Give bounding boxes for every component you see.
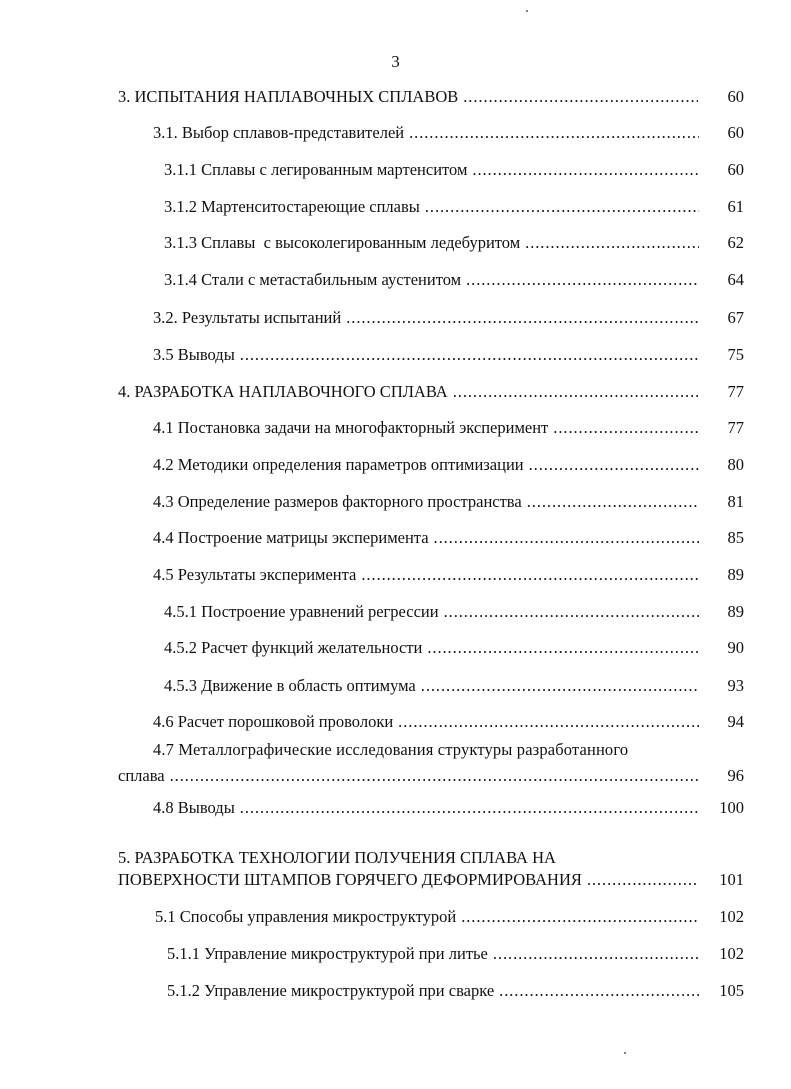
dot-leader — [463, 85, 698, 109]
toc-entry-label: 4.5.1 Построение уравнений регрессии — [164, 602, 439, 621]
toc-entry-page: 90 — [727, 638, 744, 657]
toc-entry[interactable] — [0, 343, 791, 367]
toc-entry[interactable] — [0, 764, 791, 788]
toc-entry-page: 77 — [727, 382, 744, 401]
toc-entry-label: 4.5 Результаты эксперимента — [153, 565, 357, 584]
dot-leader — [553, 416, 699, 440]
toc-entry-page: 61 — [727, 197, 744, 216]
page-number: 3 — [391, 52, 400, 71]
toc-entry[interactable] — [0, 942, 791, 966]
toc-entry[interactable] — [0, 380, 791, 404]
toc-entry-page: 85 — [727, 528, 744, 547]
toc-entry[interactable] — [0, 453, 791, 477]
dot-leader — [398, 710, 699, 734]
dot-leader — [527, 490, 699, 514]
toc-entry[interactable] — [0, 600, 791, 624]
dot-leader — [434, 526, 699, 550]
scan-speck — [624, 1052, 626, 1054]
toc-entry-page: 62 — [727, 233, 744, 252]
toc-entry-label: 4.6 Расчет порошковой проволоки — [153, 712, 394, 731]
toc-entry[interactable] — [0, 905, 791, 929]
toc-entry-label: сплава — [118, 766, 165, 785]
toc-entry[interactable] — [0, 158, 791, 182]
dot-leader — [525, 231, 699, 255]
toc-entry-page: 60 — [727, 160, 744, 179]
dot-leader — [425, 195, 699, 219]
toc-entry[interactable] — [0, 563, 791, 587]
dot-leader — [346, 306, 699, 330]
toc-entry[interactable] — [0, 526, 791, 550]
dot-leader — [361, 563, 699, 587]
dot-leader — [427, 636, 699, 660]
toc-entry[interactable] — [0, 121, 791, 145]
dot-leader — [240, 796, 699, 820]
dot-leader — [472, 158, 699, 182]
toc-entry[interactable] — [0, 268, 791, 292]
toc-entry-page: 67 — [727, 308, 744, 327]
toc-entry-page: 77 — [727, 418, 744, 437]
toc-entry-label: 3.1.3 Сплавы с высоколегированным ледебуритом — [164, 233, 521, 252]
toc-entry-label: 4.2 Методики определения параметров оптимизации — [153, 455, 524, 474]
dot-leader — [461, 905, 699, 929]
toc-entry-label: 3.1.2 Мартенситостареющие сплавы — [164, 197, 420, 216]
dot-leader — [240, 343, 699, 367]
toc-entry[interactable] — [0, 85, 791, 109]
toc-entry-label: 3.2. Результаты испытаний — [153, 308, 342, 327]
toc-entry-page: 60 — [727, 123, 744, 142]
toc-entry-label: 5.1.1 Управление микроструктурой при литье — [167, 944, 488, 963]
toc-entry-label: 4. РАЗРАБОТКА НАПЛАВОЧНОГО СПЛАВА — [118, 382, 448, 401]
scan-speck — [526, 10, 528, 12]
toc-entry-page: 81 — [727, 492, 744, 511]
toc-entry-label: 5.1 Способы управления микроструктурой — [155, 907, 457, 926]
toc-entry-label: 3.1. Выбор сплавов-представителей — [153, 123, 405, 142]
dot-leader — [499, 979, 699, 1003]
toc-entry-label: 3.1.4 Стали с метастабильным аустенитом — [164, 270, 462, 289]
toc-entry[interactable] — [0, 710, 791, 734]
toc-entry-label: 3.5 Выводы — [153, 345, 235, 364]
toc-entry[interactable] — [0, 868, 791, 892]
toc-entry-page: 89 — [727, 602, 744, 621]
toc-entry[interactable] — [0, 674, 791, 698]
toc-entry[interactable] — [0, 490, 791, 514]
dot-leader — [170, 764, 699, 788]
toc-entry-page: 94 — [727, 712, 744, 731]
toc-entry-page: 64 — [727, 270, 744, 289]
dot-leader — [493, 942, 699, 966]
toc-entry-label: 4.8 Выводы — [153, 798, 235, 817]
toc-entry-page: 75 — [727, 345, 744, 364]
dot-leader — [466, 268, 699, 292]
toc-entry-label: ПОВЕРХНОСТИ ШТАМПОВ ГОРЯЧЕГО ДЕФОРМИРОВАНИЯ — [118, 870, 582, 889]
toc-entry-page: 101 — [719, 870, 744, 889]
dot-leader — [587, 868, 699, 892]
toc-entry[interactable] — [0, 636, 791, 660]
toc-entry[interactable] — [0, 796, 791, 820]
toc-entry-page: 102 — [719, 907, 744, 926]
toc-entry-label: 4.5.2 Расчет функций желательности — [164, 638, 423, 657]
toc-entry-label-line1: 4.7 Металлографические исследования структуры разработанного — [153, 740, 629, 759]
dot-leader — [421, 674, 699, 698]
toc-entry-label: 5.1.2 Управление микроструктурой при сварке — [167, 981, 495, 1000]
toc-entry[interactable] — [0, 306, 791, 330]
dot-leader — [444, 600, 699, 624]
dot-leader — [529, 453, 699, 477]
dot-leader — [453, 380, 699, 404]
toc-entry[interactable] — [0, 231, 791, 255]
toc-entry-page: 105 — [719, 981, 744, 1000]
toc-entry[interactable] — [0, 195, 791, 219]
toc-entry-label: 4.5.3 Движение в область оптимума — [164, 676, 416, 695]
toc-entry[interactable] — [0, 416, 791, 440]
toc-entry-page: 60 — [727, 87, 744, 106]
toc-entry-label: 3. ИСПЫТАНИЯ НАПЛАВОЧНЫХ СПЛАВОВ — [118, 87, 459, 106]
toc-entry-label: 3.1.1 Сплавы с легированным мартенситом — [164, 160, 468, 179]
toc-entry-label: 4.1 Постановка задачи на многофакторный эксперимент — [153, 418, 549, 437]
toc-entry-page: 102 — [719, 944, 744, 963]
toc-entry-page: 89 — [727, 565, 744, 584]
dot-leader — [409, 121, 699, 145]
toc-entry-page: 96 — [727, 766, 744, 785]
toc-entry[interactable] — [0, 979, 791, 1003]
toc-entry-label: 4.4 Построение матрицы эксперимента — [153, 528, 429, 547]
toc-entry-label: 4.3 Определение размеров факторного пространства — [153, 492, 522, 511]
toc-entry-page: 100 — [719, 798, 744, 817]
toc-entry-page: 80 — [727, 455, 744, 474]
toc-entry-page: 93 — [727, 676, 744, 695]
toc-entry-label-line1: 5. РАЗРАБОТКА ТЕХНОЛОГИИ ПОЛУЧЕНИЯ СПЛАВА НА — [118, 848, 556, 867]
